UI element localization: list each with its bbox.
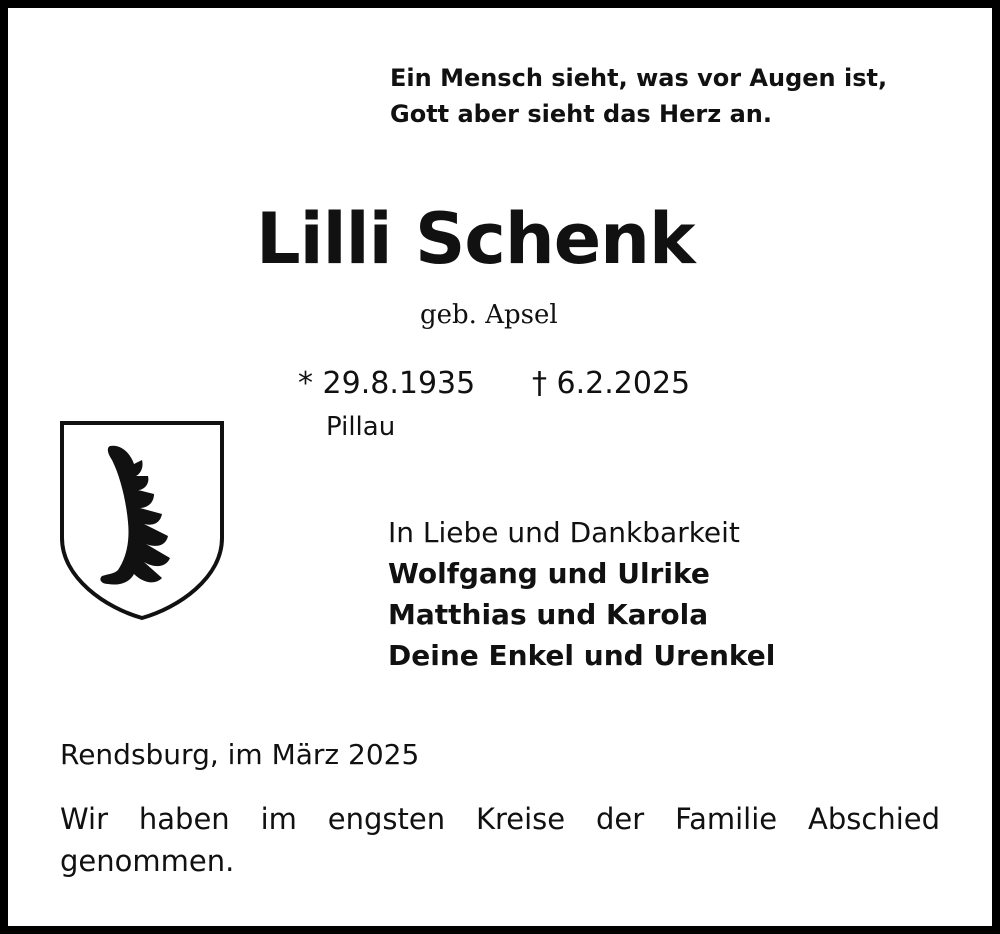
verse-line: Ein Mensch sieht, was vor Augen ist,	[390, 64, 888, 92]
mourners-intro: In Liebe und Dankbarkeit	[388, 516, 740, 549]
obituary-card	[8, 8, 992, 926]
birth-date: * 29.8.1935	[298, 366, 476, 401]
mourner-name: Matthias und Karola	[388, 598, 709, 631]
place-date: Rendsburg, im März 2025	[60, 738, 420, 771]
maiden-name: geb. Apsel	[420, 300, 558, 330]
mourner-name: Wolfgang und Ulrike	[388, 557, 710, 590]
farewell-notice: Wir haben im engsten Kreise der Familie Abschied genommen.	[60, 802, 940, 878]
pillau-coat-of-arms-icon	[58, 418, 228, 623]
deceased-name: Lilli Schenk	[256, 198, 695, 280]
mourner-name: Deine Enkel und Urenkel	[388, 639, 776, 672]
death-date: † 6.2.2025	[532, 366, 691, 401]
verse-line: Gott aber sieht das Herz an.	[390, 100, 772, 128]
bible-verse	[390, 60, 887, 132]
mourners-block	[388, 512, 775, 676]
birthplace: Pillau	[326, 412, 396, 442]
